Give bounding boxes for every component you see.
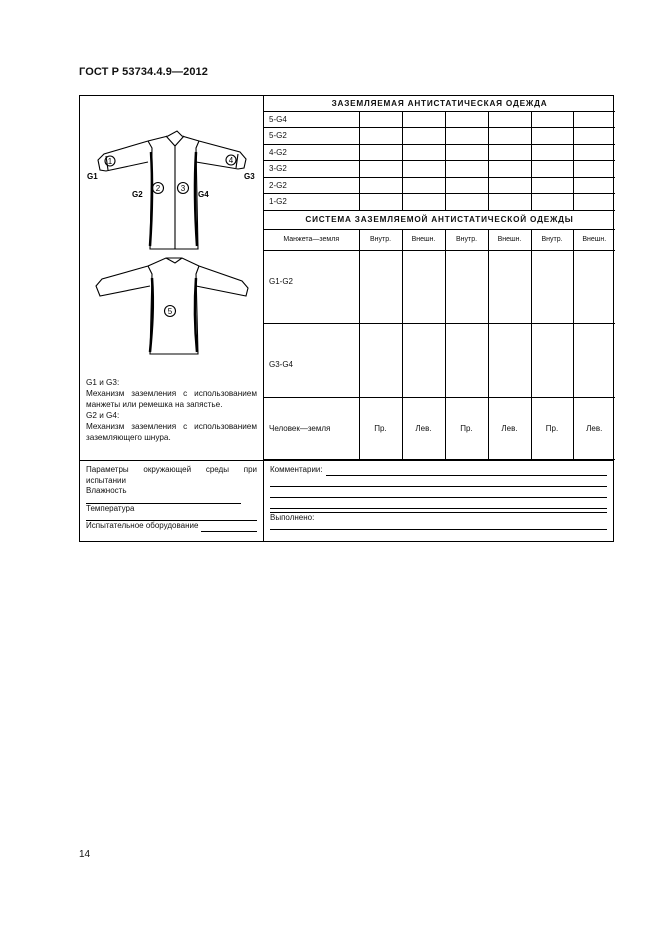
input-cell[interactable] — [531, 323, 573, 397]
input-cell[interactable] — [402, 128, 445, 145]
input-cell[interactable] — [402, 111, 445, 128]
col-header-outer: Внешн. — [488, 229, 531, 250]
input-cell[interactable] — [573, 161, 615, 178]
back-left-sleeve — [96, 266, 150, 296]
input-cell[interactable] — [573, 128, 615, 145]
front-left-sleeve — [98, 141, 148, 171]
input-cell[interactable] — [573, 177, 615, 194]
col-header-outer: Внешн. — [573, 229, 615, 250]
comments-panel — [264, 461, 613, 542]
garment-row-label: 1-G2 — [264, 194, 359, 211]
input-cell[interactable] — [445, 250, 488, 323]
done-field[interactable] — [270, 523, 607, 530]
comments-line[interactable] — [270, 498, 607, 509]
marker-4: 4 — [228, 156, 234, 165]
environment-panel — [80, 461, 264, 542]
input-cell[interactable] — [488, 323, 531, 397]
marker-2: 2 — [155, 184, 161, 193]
document-title: ГОСТ Р 53734.4.9—2012 — [79, 66, 208, 78]
col-header-inner: Внутр. — [445, 229, 488, 250]
equipment-row — [86, 521, 257, 532]
col-header-inner: Внутр. — [531, 229, 573, 250]
input-cell[interactable] — [573, 111, 615, 128]
comments-field[interactable] — [326, 466, 607, 476]
input-cell[interactable] — [359, 111, 402, 128]
garment-illustration — [80, 96, 263, 376]
comments-line[interactable] — [270, 476, 607, 487]
done-label: Выполнено: — [270, 512, 315, 522]
input-cell[interactable] — [359, 144, 402, 161]
garment-heading: ЗАЗЕМЛЯЕМАЯ АНТИСТАТИЧЕСКАЯ ОДЕЖДА — [264, 96, 615, 111]
row-label-g1-g2: G1-G2 — [264, 250, 359, 323]
equipment-field[interactable] — [201, 522, 257, 532]
input-cell[interactable] — [445, 194, 488, 211]
label-g2: G2 — [132, 190, 143, 199]
garment-row-label: 2-G2 — [264, 177, 359, 194]
illustration-panel — [80, 96, 264, 460]
input-cell[interactable] — [359, 177, 402, 194]
garment-row-label: 5-G2 — [264, 128, 359, 145]
input-cell[interactable] — [402, 194, 445, 211]
input-cell[interactable] — [573, 144, 615, 161]
input-cell[interactable] — [488, 161, 531, 178]
temperature-field[interactable] — [86, 514, 257, 521]
col-header-outer: Внешн. — [402, 229, 445, 250]
label-g1: G1 — [87, 172, 98, 181]
humidity-label: Влажность — [86, 486, 127, 495]
input-cell[interactable] — [531, 161, 573, 178]
input-cell[interactable] — [531, 194, 573, 211]
input-cell[interactable] — [445, 323, 488, 397]
back-right-sleeve — [196, 266, 248, 296]
label-g3: G3 — [244, 172, 255, 181]
cell-right: Пр. — [359, 397, 402, 460]
cell-right: Пр. — [531, 397, 573, 460]
input-cell[interactable] — [445, 111, 488, 128]
cell-left: Лев. — [488, 397, 531, 460]
input-cell[interactable] — [359, 128, 402, 145]
input-cell[interactable] — [445, 177, 488, 194]
input-cell[interactable] — [359, 194, 402, 211]
input-cell[interactable] — [488, 128, 531, 145]
marker-5: 5 — [167, 307, 173, 316]
input-cell[interactable] — [488, 144, 531, 161]
col-header-inner: Внутр. — [359, 229, 402, 250]
input-cell[interactable] — [531, 111, 573, 128]
environment-title: Параметры окружающей среды при испытании — [86, 465, 257, 485]
input-cell[interactable] — [531, 128, 573, 145]
back-coat-body — [148, 266, 199, 354]
input-cell[interactable] — [531, 144, 573, 161]
comments-line[interactable] — [270, 487, 607, 498]
measurement-table — [264, 96, 615, 460]
col-header-cuff-ground: Манжета—земля — [264, 229, 359, 250]
caption-g1-g3-text: Механизм заземления с использованием манжеты или ремешка на запястье. — [86, 389, 257, 409]
cell-left: Лев. — [573, 397, 615, 460]
input-cell[interactable] — [402, 161, 445, 178]
page-number: 14 — [79, 849, 91, 860]
input-cell[interactable] — [488, 250, 531, 323]
equipment-label: Испытательное оборудование — [86, 521, 199, 530]
input-cell[interactable] — [359, 250, 402, 323]
input-cell[interactable] — [402, 177, 445, 194]
bottom-section — [80, 460, 613, 541]
input-cell[interactable] — [359, 323, 402, 397]
input-cell[interactable] — [488, 111, 531, 128]
comments-row — [270, 465, 607, 476]
input-cell[interactable] — [488, 177, 531, 194]
input-cell[interactable] — [445, 161, 488, 178]
input-cell[interactable] — [573, 194, 615, 211]
temperature-label: Температура — [86, 503, 135, 513]
illustration-caption — [86, 377, 257, 443]
label-g4: G4 — [198, 190, 209, 199]
input-cell[interactable] — [573, 250, 615, 323]
input-cell[interactable] — [402, 323, 445, 397]
humidity-field[interactable] — [86, 497, 241, 504]
input-cell[interactable] — [531, 250, 573, 323]
caption-g1-g3-title: G1 и G3: — [86, 378, 120, 387]
cell-right: Пр. — [445, 397, 488, 460]
caption-g2-g4-text: Механизм заземления с использованием заземляющего шнура. — [86, 422, 257, 442]
input-cell[interactable] — [402, 144, 445, 161]
front-coat-shoulders — [148, 131, 199, 141]
input-cell[interactable] — [573, 323, 615, 397]
marker-1: 1 — [107, 157, 113, 166]
input-cell[interactable] — [359, 161, 402, 178]
system-heading: СИСТЕМА ЗАЗЕМЛЯЕМОЙ АНТИСТАТИЧЕСКОЙ ОДЕЖДЫ — [264, 210, 615, 229]
input-cell[interactable] — [531, 177, 573, 194]
row-label-g3-g4: G3-G4 — [264, 323, 359, 397]
garment-row-label: 5-G4 — [264, 111, 359, 128]
marker-3: 3 — [180, 184, 186, 193]
front-coat-body — [148, 141, 199, 249]
cell-left: Лев. — [402, 397, 445, 460]
caption-g2-g4-title: G2 и G4: — [86, 411, 120, 420]
garment-row-label: 3-G2 — [264, 161, 359, 178]
comments-label: Комментарии: — [270, 465, 323, 474]
input-cell[interactable] — [445, 144, 488, 161]
input-cell[interactable] — [488, 194, 531, 211]
input-cell[interactable] — [402, 250, 445, 323]
input-cell[interactable] — [445, 128, 488, 145]
front-right-sleeve — [196, 141, 246, 169]
row-label-person-ground: Человек—земля — [264, 397, 359, 460]
test-record-form — [79, 95, 614, 542]
garment-row-label: 4-G2 — [264, 144, 359, 161]
